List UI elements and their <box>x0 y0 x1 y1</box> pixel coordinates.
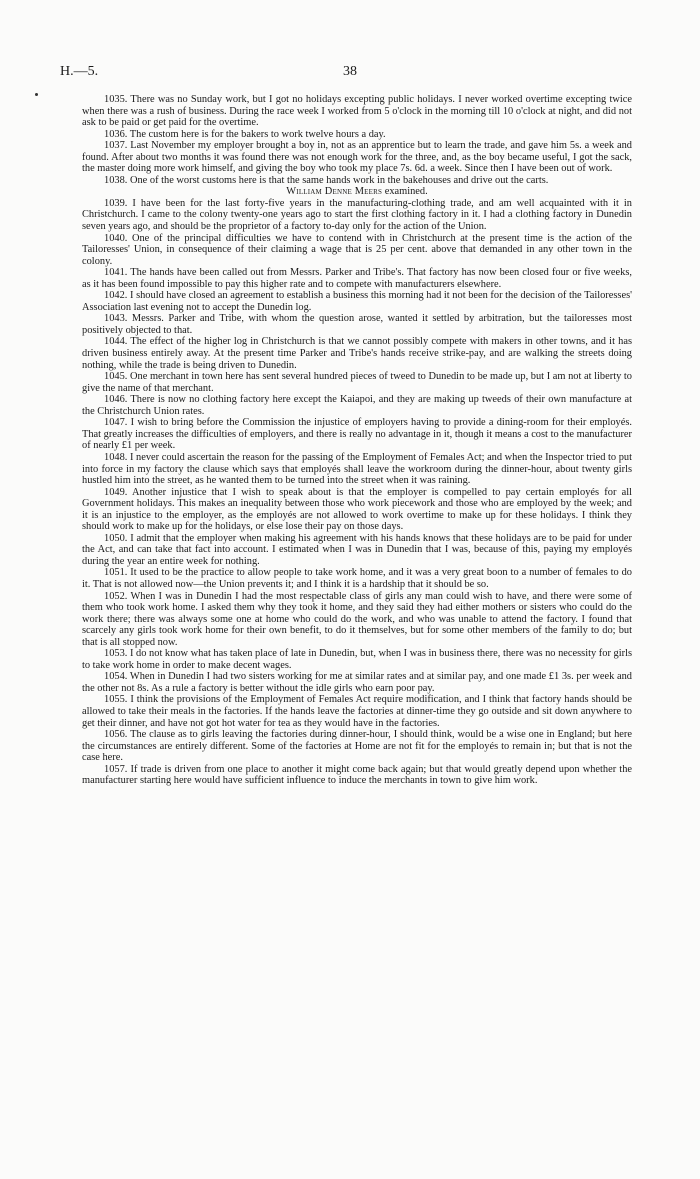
paragraph-1038: 1038. One of the worst customs here is that the same hands work in the bakehouses and drive out the carts. <box>104 174 549 186</box>
witness-heading <box>82 186 632 198</box>
paragraph-1048: 1048. I never could ascertain the reason for the passing of the Employment of Females Act; and when the Inspector tried to put into force in my factory the clause which says that employés shall leave the workroom during the dinner-hour, about twenty girls hustled him into the street, as he wanted them to be turned into the street when it was raining. <box>82 451 632 487</box>
page-header <box>60 64 640 82</box>
paragraph-1042: 1042. I should have closed an agreement to establish a business this morning had it not been for the decision of the Tailoresses' Association last evening not to accept the Dunedin log. <box>82 290 632 313</box>
paragraph-1057: 1057. If trade is driven from one place to another it might come back again; but that would greatly depend upon whether the manufacturer starting here would have sufficient influence to induce the merchants in town to give him work. <box>82 763 632 787</box>
page-body <box>82 94 632 787</box>
paragraph-1049: 1049. Another injustice that I wish to speak about is that the employer is compelled to pay certain employés for all Government holidays. This makes an inequality between those who work piecework and those who are employed by the week; and it is an injustice to the employer, as the employés are not allowed to work overtime to make up for these holidays. I think they should work to make up for the holidays, or else lose their pay on those days. <box>82 486 632 533</box>
paragraph-1050: 1050. I admit that the employer when making his agreement with his hands knows that these holidays are to be paid for under the Act, and can take that fact into account. I estimated when I was in Dunedin that I was, because of this, paying my employés during the year an entire week for nothing. <box>82 532 632 567</box>
paragraph-1041: 1041. The hands have been called out from Messrs. Parker and Tribe's. That factory has now been closed four or five weeks, as it has been found impossible to pay this higher rate and to compete with manufacturers elsewhere. <box>82 267 632 290</box>
paragraph-1043: 1043. Messrs. Parker and Tribe, with whom the question arose, wanted it settled by arbitration, but the tailoresses most positively objected to that. <box>82 313 632 336</box>
paragraph-1039: 1039. I have been for the last forty-five years in the manufacturing-clothing trade, and am well acquainted with it in Christchurch. I came to the colony twenty-one years ago to start the first clothing factory in it. I had a clothing factory in Dunedin seven years ago, and should be the proprietor of a factory to-day only for the action of the Union. <box>82 197 632 233</box>
paragraph-1056: 1056. The clause as to girls leaving the factories during dinner-hour, I should think, would be a wise one in England; but here the circumstances are entirely different. Some of the factories at Home are not fit for the employés to remain in; but that is not the case here. <box>82 729 632 764</box>
paragraph-1044: 1044. The effect of the higher log in Christchurch is that we cannot possibly compete with makers in other towns, and it has driven business entirely away. At the present time Parker and Tribe's hands receive strike-pay, and are walking the streets doing nothing, while the trade is being driven to Dunedin. <box>82 336 632 371</box>
paragraph-1054: 1054. When in Dunedin I had two sisters working for me at similar rates and at similar pay, and one made £1 3s. per week and the other not 8s. As a rule a factory is better without the idle girls who earn poor pay. <box>82 671 632 694</box>
paragraph-1052: 1052. When I was in Dunedin I had the most respectable class of girls any man could wish to have, and there were some of them who took work home. I asked them why they took it home, and they said they had either mothers or sisters who could do the work there; there was always some one at home who could do the work, and who was unable to attend the factory. I found that scarcely any girls took work home for their own benefit, to do it themselves, but for some other members of the family to do; but that is all stopped now. <box>82 590 632 648</box>
margin-dot <box>35 93 38 96</box>
paragraph-1051: 1051. It used to be the practice to allow people to take work home, and it was a very great boon to a number of females to do it. That is not allowed now—the Union prevents it; and I think it is a hardship that it should be so. <box>82 567 632 590</box>
paragraph-1035: 1035. There was no Sunday work, but I got no holidays excepting public holidays. I never worked overtime excepting twice when there was a rush of business. During the race week I worked from 5 o'clock in the morning till 10 o'clock at night, and did not ask to be paid or get paid for the overtime. <box>82 94 632 129</box>
witness-name: William Denne Meers <box>286 186 383 198</box>
document-reference: H.—5. <box>60 64 99 79</box>
paragraph-1046: 1046. There is now no clothing factory here except the Kaiapoi, and they are making up tweeds of their own manufacture at the Christchurch Union rates. <box>82 394 632 417</box>
paragraph-1037: 1037. Last November my employer brought a boy in, not as an apprentice but to learn the trade, and gave him 5s. a week and found. After about two months it was found there was not enough work for the three, and, as the boy became useful, I got the sack, the master doing more work himself, and giving the boy who took my place 7s. 6d. a week. Since then I have been out of work. <box>82 140 632 175</box>
paragraph-1036: 1036. The custom here is for the bakers to work twelve hours a day. <box>104 128 386 140</box>
witness-suffix: examined. <box>382 186 428 198</box>
page-number: 38 <box>343 64 357 79</box>
paragraph-1040: 1040. One of the principal difficulties we have to contend with in Christchurch at the present time is the action of the Tailoresses' Union, in consequence of their claiming a wage that is 25 per cent. above that demanded in any other town in the colony. <box>82 232 632 267</box>
paragraph-1055: 1055. I think the provisions of the Employment of Females Act require modification, and I think that factory hands should be allowed to take their meals in the factories. If the hands leave the factories at dinner-time they go outside and sit down anywhere to get their dinner, and have not got hot water for tea as they would have in the factories. <box>82 694 632 729</box>
paragraph-1053: 1053. I do not know what has taken place of late in Dunedin, but, when I was in business there, there was no necessity for girls to take work home in order to make decent wages. <box>82 648 632 671</box>
paragraph-1045: 1045. One merchant in town here has sent several hundred pieces of tweed to Dunedin to be made up, but I am not at liberty to give the name of that merchant. <box>82 371 632 394</box>
paragraph-1047: 1047. I wish to bring before the Commission the injustice of employers having to provide a dining-room for their employés. That greatly increases the difficulties of employers, and there is really no advantage in it, though it means a cost to the manufacturer of nearly £1 per week. <box>82 417 632 452</box>
